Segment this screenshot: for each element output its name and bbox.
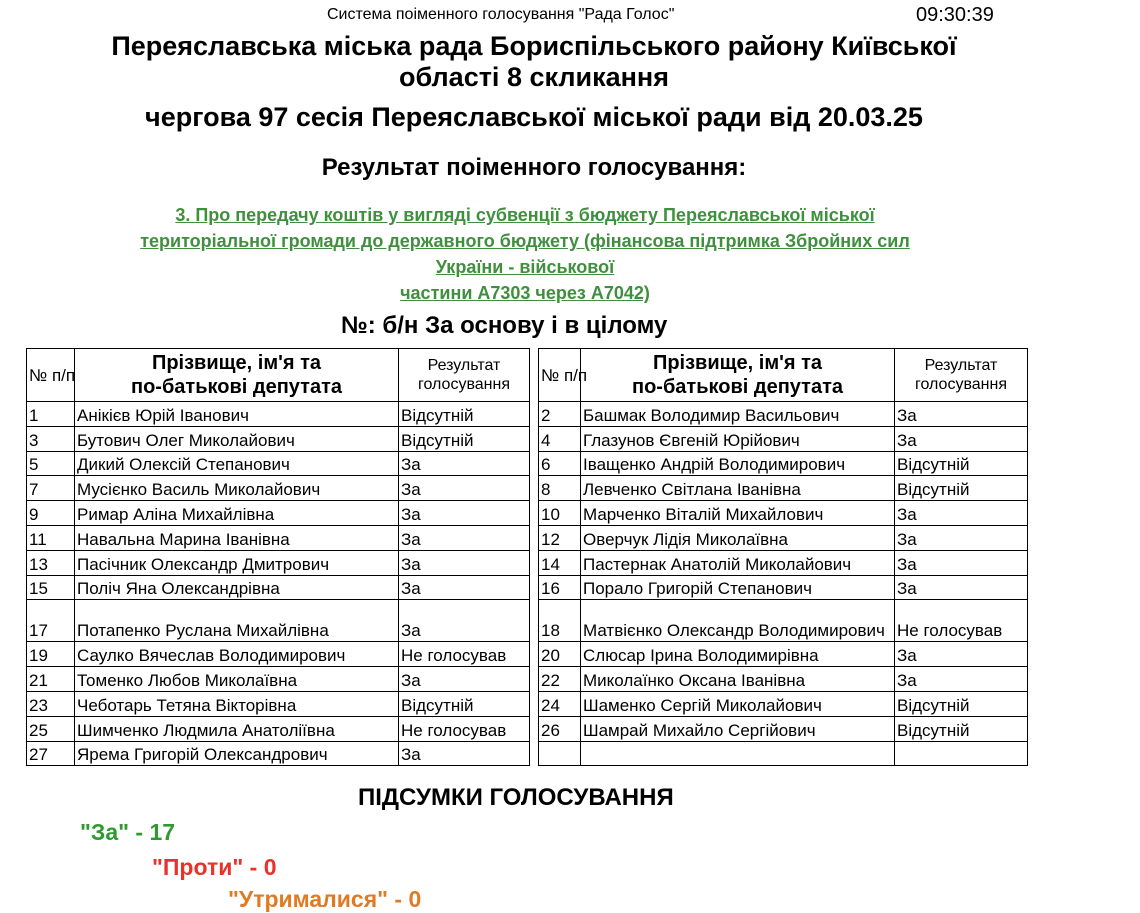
topic-line1: 3. Про передачу коштів у вигляді субвенції з бюджету Переяславської міської	[175, 205, 875, 225]
table-row	[27, 575, 530, 600]
topic-line4: частини А7303 через А7042)	[400, 283, 650, 303]
deputy-number: 22	[539, 667, 581, 692]
deputy-number: 5	[27, 451, 75, 476]
table-header-row	[27, 349, 530, 402]
deputy-number: 2	[539, 402, 581, 427]
table-row	[539, 550, 1028, 575]
deputy-name: Пасічник Олександр Дмитрович	[75, 550, 399, 575]
vote-result: За	[895, 550, 1028, 575]
summary-abstain: "Утрималися" - 0	[228, 886, 422, 912]
col-name-header-line2: по-батькові депутата	[131, 376, 342, 398]
deputy-number: 18	[539, 600, 581, 642]
table-row	[539, 600, 1028, 642]
deputy-number: 10	[539, 501, 581, 526]
vote-result	[895, 741, 1028, 766]
deputy-name: Оверчук Лідія Миколаївна	[581, 525, 895, 550]
deputy-number: 8	[539, 476, 581, 501]
deputy-number: 21	[27, 667, 75, 692]
deputy-name: Глазунов Євгеній Юрійович	[581, 426, 895, 451]
deputy-number: 11	[27, 525, 75, 550]
table-row	[27, 691, 530, 716]
col-result-header	[895, 349, 1028, 402]
deputy-name: Пастернак Анатолій Миколайович	[581, 550, 895, 575]
deputy-number: 15	[27, 575, 75, 600]
col-num-header: № п/п	[539, 349, 581, 402]
deputy-number: 26	[539, 716, 581, 741]
table-row	[539, 501, 1028, 526]
deputy-name: Бутович Олег Миколайович	[75, 426, 399, 451]
vote-result: За	[895, 426, 1028, 451]
deputy-name: Ярема Григорій Олександрович	[75, 741, 399, 766]
table-row	[27, 525, 530, 550]
deputy-number: 14	[539, 550, 581, 575]
deputy-name: Чеботарь Тетяна Вікторівна	[75, 691, 399, 716]
deputy-number: 12	[539, 525, 581, 550]
deputy-name: Дикий Олексій Степанович	[75, 451, 399, 476]
vote-result: За	[895, 525, 1028, 550]
deputy-number: 13	[27, 550, 75, 575]
votes-table-right	[538, 348, 1028, 766]
deputy-name: Іващенко Андрій Володимирович	[581, 451, 895, 476]
deputy-name: Навальна Марина Іванівна	[75, 525, 399, 550]
col-name-header-line2: по-батькові депутата	[632, 376, 843, 398]
deputy-name: Матвієнко Олександр Володимирович	[581, 600, 895, 642]
deputy-name: Томенко Любов Миколаївна	[75, 667, 399, 692]
table-row	[539, 402, 1028, 427]
summary-for: "За" - 17	[80, 819, 176, 845]
deputy-number: 7	[27, 476, 75, 501]
deputy-name	[581, 741, 895, 766]
col-result-header-line2: голосування	[915, 376, 1007, 393]
deputy-name: Башмак Володимир Васильович	[581, 402, 895, 427]
table-row	[27, 667, 530, 692]
table-row	[539, 476, 1028, 501]
table-row	[27, 642, 530, 667]
vote-result: За	[895, 667, 1028, 692]
table-row	[27, 402, 530, 427]
deputy-number: 4	[539, 426, 581, 451]
vote-result: За	[399, 501, 530, 526]
clock-time: 09:30:39	[916, 4, 994, 26]
deputy-number: 20	[539, 642, 581, 667]
table-row	[27, 600, 530, 642]
deputy-name: Анікієв Юрій Іванович	[75, 402, 399, 427]
vote-result: Не голосував	[399, 642, 530, 667]
vote-result: За	[399, 575, 530, 600]
table-row	[27, 476, 530, 501]
deputy-name: Левченко Світлана Іванівна	[581, 476, 895, 501]
table-row	[539, 667, 1028, 692]
table-row	[539, 691, 1028, 716]
table-row	[27, 426, 530, 451]
deputy-number: 17	[27, 600, 75, 642]
col-result-header-line1: Результат	[427, 357, 501, 374]
vote-result: За	[399, 550, 530, 575]
vote-result: Відсутній	[895, 691, 1028, 716]
deputy-name: Шамрай Михайло Сергійович	[581, 716, 895, 741]
vote-number-title: №: б/н За основу і в цілому	[341, 312, 668, 339]
deputy-name: Шаменко Сергій Миколайович	[581, 691, 895, 716]
deputy-number: 23	[27, 691, 75, 716]
vote-result: Не голосував	[399, 716, 530, 741]
col-result-header	[399, 349, 530, 402]
table-row	[539, 451, 1028, 476]
deputy-number: 27	[27, 741, 75, 766]
col-name-header-line1: Прізвище, ім'я та	[652, 352, 823, 374]
vote-result: За	[399, 451, 530, 476]
deputy-name: Миколаїнко Оксана Іванівна	[581, 667, 895, 692]
col-num-header: № п/п	[27, 349, 75, 402]
agenda-topic-link[interactable]	[20, 202, 1030, 306]
vote-result: Відсутній	[895, 476, 1028, 501]
vote-result: Відсутній	[895, 451, 1028, 476]
deputy-number: 3	[27, 426, 75, 451]
deputy-name: Саулко Вячеслав Володимирович	[75, 642, 399, 667]
vote-result: Відсутній	[399, 426, 530, 451]
col-name-header	[75, 349, 399, 402]
vote-result: За	[895, 575, 1028, 600]
deputy-name: Потапенко Руслана Михайлівна	[75, 600, 399, 642]
deputy-number: 16	[539, 575, 581, 600]
system-title: Система поіменного голосування "Рада Голос"	[327, 6, 675, 23]
deputy-name: Шимченко Людмила Анатоліївна	[75, 716, 399, 741]
result-title: Результат поіменного голосування:	[321, 154, 747, 181]
deputy-number: 9	[27, 501, 75, 526]
deputy-name: Поліч Яна Олександрівна	[75, 575, 399, 600]
table-row	[539, 741, 1028, 766]
table-row	[27, 550, 530, 575]
summary-title: ПІДСУМКИ ГОЛОСУВАННЯ	[358, 784, 674, 811]
council-title-line1: Переяславська міська рада Бориспільського району Київської	[111, 31, 957, 61]
deputy-number: 1	[27, 402, 75, 427]
table-row	[539, 642, 1028, 667]
table-row	[27, 741, 530, 766]
table-row	[27, 451, 530, 476]
vote-result: Відсутній	[399, 402, 530, 427]
table-row	[539, 716, 1028, 741]
deputy-name: Марченко Віталій Михайлович	[581, 501, 895, 526]
summary-against: "Проти" - 0	[152, 854, 277, 880]
vote-result: За	[399, 600, 530, 642]
deputy-name: Мусієнко Василь Миколайович	[75, 476, 399, 501]
table-row	[539, 525, 1028, 550]
table-header-row	[539, 349, 1028, 402]
table-row	[539, 575, 1028, 600]
topic-line3: України - військової	[435, 257, 615, 277]
vote-result: За	[399, 667, 530, 692]
col-name-header	[581, 349, 895, 402]
vote-result: За	[895, 402, 1028, 427]
deputy-number: 24	[539, 691, 581, 716]
votes-table-left	[26, 348, 530, 766]
col-result-header-line1: Результат	[924, 357, 998, 374]
session-title: чергова 97 сесія Переяславської міської ради від 20.03.25	[145, 102, 923, 132]
deputy-number: 19	[27, 642, 75, 667]
vote-result: Відсутній	[895, 716, 1028, 741]
col-result-header-line2: голосування	[418, 376, 510, 393]
vote-result: За	[895, 501, 1028, 526]
vote-result: За	[399, 741, 530, 766]
deputy-name: Порало Григорій Степанович	[581, 575, 895, 600]
col-name-header-line1: Прізвище, ім'я та	[151, 352, 322, 374]
council-title	[0, 31, 1068, 93]
table-row	[27, 716, 530, 741]
vote-result: За	[895, 642, 1028, 667]
vote-result: За	[399, 525, 530, 550]
vote-result: Не голосував	[895, 600, 1028, 642]
deputy-name: Римар Аліна Михайлівна	[75, 501, 399, 526]
topic-line2: територіальної громади до державного бюджету (фінансова підтримка Збройних сил	[140, 231, 910, 251]
vote-result: Відсутній	[399, 691, 530, 716]
deputy-number: 25	[27, 716, 75, 741]
table-row	[27, 501, 530, 526]
vote-result: За	[399, 476, 530, 501]
deputy-number	[539, 741, 581, 766]
table-row	[539, 426, 1028, 451]
deputy-number: 6	[539, 451, 581, 476]
deputy-name: Слюсар Ірина Володимирівна	[581, 642, 895, 667]
council-title-line2: області 8 скликання	[399, 62, 669, 92]
